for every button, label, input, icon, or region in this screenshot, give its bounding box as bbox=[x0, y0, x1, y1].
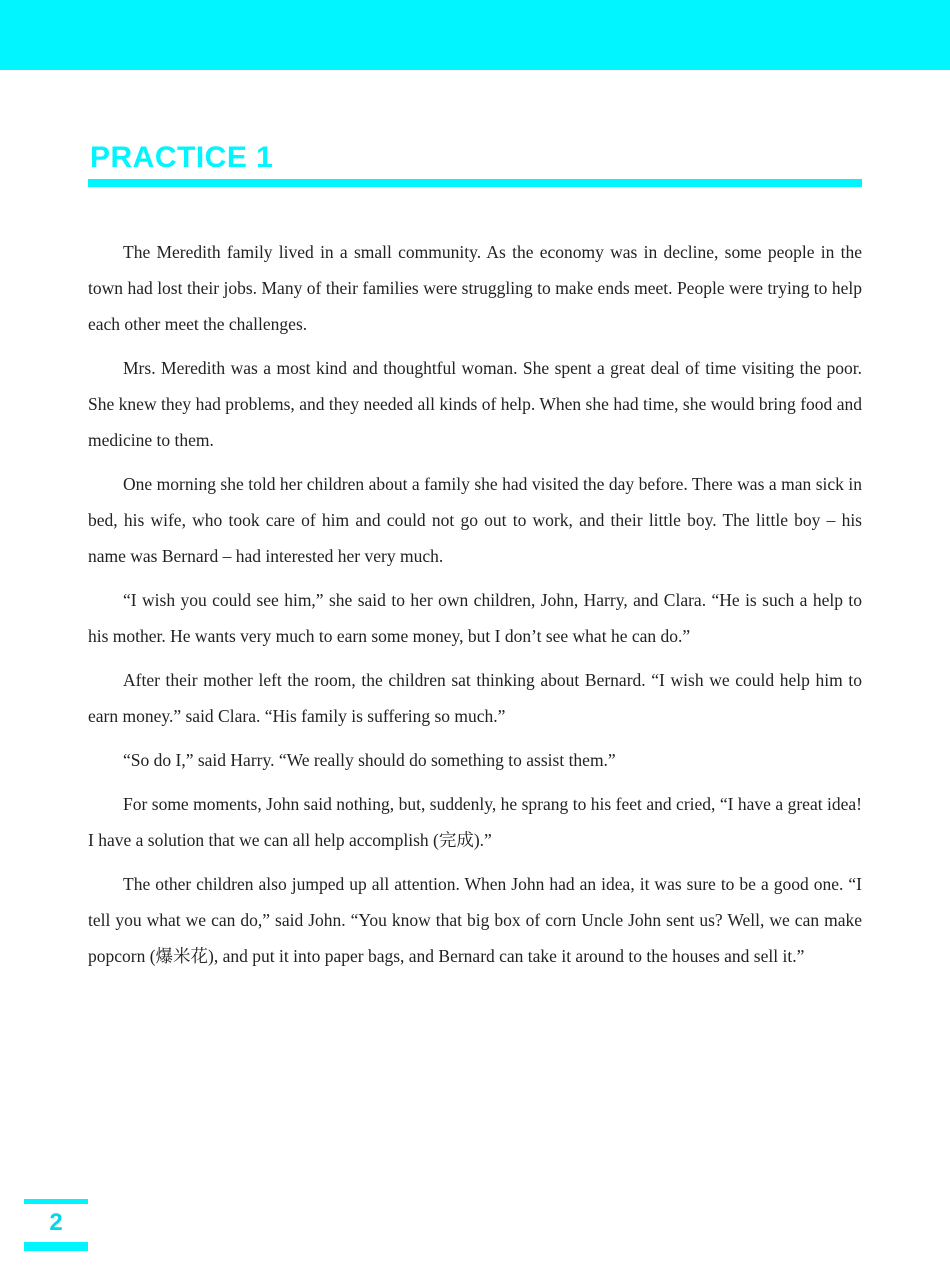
paragraph: Mrs. Meredith was a most kind and thoughtful woman. She spent a great deal of time visiting the poor. She knew they had problems, and they needed all kinds of help. When she had time, she would bring food and medicine to them. bbox=[88, 358, 862, 450]
header-band bbox=[0, 0, 950, 70]
paragraph: One morning she told her children about a family she had visited the day before. There was a man sick in bed, his wife, who took care of him and could not go out to work, and their little boy. The little boy – his name was Bernard – had interested her very much. bbox=[88, 474, 862, 566]
page-number-top-rule bbox=[24, 1199, 88, 1204]
paragraph: The Meredith family lived in a small community. As the economy was in decline, some people in the town had lost their jobs. Many of their families were struggling to make ends meet. People were trying to help each other meet the challenges. bbox=[88, 242, 862, 334]
story-text bbox=[88, 234, 862, 982]
page-number-block bbox=[24, 1199, 88, 1252]
paragraph: “I wish you could see him,” she said to her own children, John, Harry, and Clara. “He is such a help to his mother. He wants very much to earn some money, but I don’t see what he can do.” bbox=[88, 590, 862, 646]
paragraph: After their mother left the room, the children sat thinking about Bernard. “I wish we could help him to earn money.” said Clara. “His family is suffering so much.” bbox=[88, 670, 862, 726]
paragraph: For some moments, John said nothing, but, suddenly, he sprang to his feet and cried, “I have a great idea! I have a solution that we can all help accomplish (完成).” bbox=[88, 794, 862, 850]
section-title: PRACTICE 1 bbox=[90, 141, 274, 174]
page-number: 2 bbox=[49, 1209, 63, 1236]
page-number-bottom-rule bbox=[24, 1242, 88, 1251]
title-underline bbox=[88, 179, 862, 187]
paragraph: “So do I,” said Harry. “We really should do something to assist them.” bbox=[123, 750, 616, 770]
paragraph: The other children also jumped up all attention. When John had an idea, it was sure to be a good one. “I tell you what we can do,” said John. “You know that big box of corn Uncle John sent us? Well, we can make popcorn (爆米花), and put it into paper bags, and Bernard can take it around to the houses and sell it.” bbox=[88, 874, 862, 966]
